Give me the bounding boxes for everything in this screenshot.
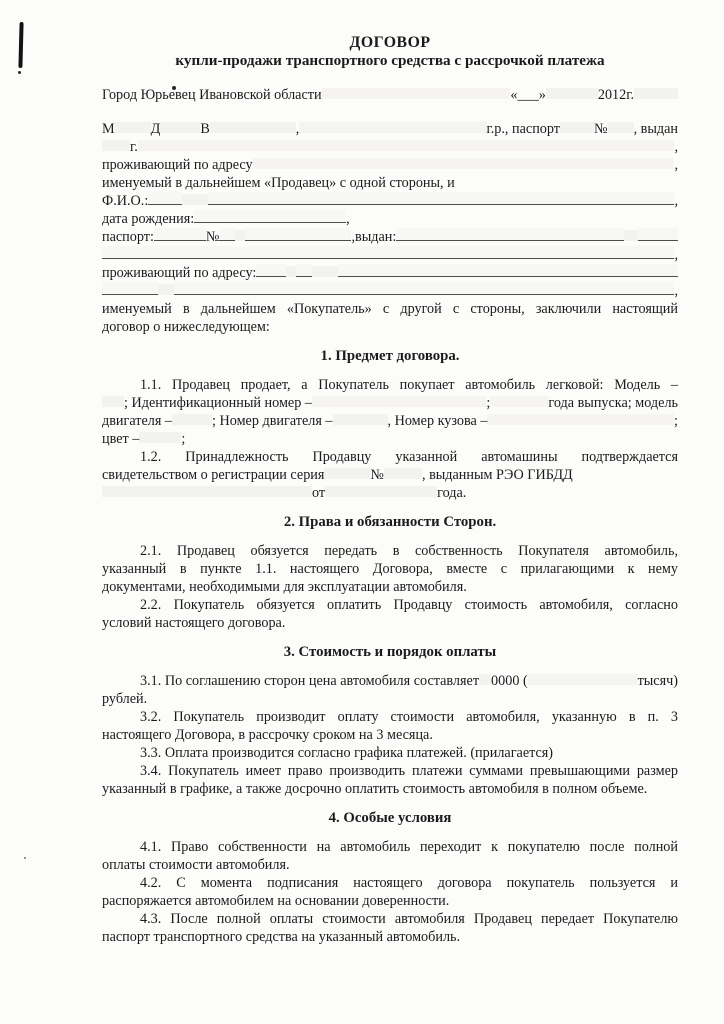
clause-2-2: 2.2. Покупатель обязуется оплатить Продавцу стоимость автомобиля, согласно (140, 597, 678, 613)
text-run: ; (486, 395, 491, 411)
blank-space (608, 122, 634, 133)
text-run: , (674, 139, 678, 155)
text-run: № (370, 467, 384, 483)
clause-4-1: 4.1. Право собственности на автомобиль переходит к покупателю после полной (140, 839, 678, 855)
text-run: ; (674, 413, 678, 429)
blank-space (235, 230, 245, 241)
text-run: года выпуска; модель (548, 395, 678, 411)
blank-space (299, 122, 486, 133)
clause-3-2: 3.2. Покупатель производит оплату стоимости автомобиля, указанную в п. 3 (140, 709, 678, 725)
doc-line (102, 394, 678, 412)
blank-space (479, 674, 491, 685)
doc-line (102, 466, 678, 484)
text-run: Д (150, 121, 161, 137)
text-run: № (205, 229, 220, 245)
seller-role-line: именуемый в дальнейшем «Продавец» с одной стороны, и (102, 175, 455, 191)
blank-fill-line (102, 282, 678, 300)
blank-space (528, 674, 638, 685)
doc-line: оплаты стоимости автомобиля. (102, 857, 290, 873)
text-run: свидетельством о регистрации серия (102, 467, 325, 483)
blank-space (286, 266, 296, 277)
section-1-heading: 1. Предмет договора. (320, 348, 460, 364)
clause-3-4: 3.4. Покупатель имеет право производить платежи суммами превышающими размер (140, 763, 678, 779)
blank-space (210, 122, 296, 133)
doc-line (102, 430, 678, 448)
text-run: года. (437, 485, 467, 501)
clause-3-1 (102, 672, 678, 690)
seller-address-line (102, 156, 678, 174)
blank-space (546, 88, 598, 99)
city-date-line (102, 86, 678, 104)
blank-space (253, 158, 675, 169)
text-run: от (312, 485, 326, 501)
text-run: , выданным РЭО ГИБДД (421, 467, 573, 483)
blank-space (312, 396, 486, 407)
fill-in-underline (256, 264, 286, 277)
fill-in-underline (338, 264, 678, 277)
clause-3-3: 3.3. Оплата производится согласно графика платежей. (прилагается) (140, 745, 554, 761)
buyer-role-line: именуемый в дальнейшем «Покупатель» с другой с стороны, заключили настоящий (102, 301, 678, 317)
buyer-passport-line (102, 228, 678, 246)
clause-1-2: 1.2. Принадлежность Продавцу указанной автомашины подтверждается (140, 449, 678, 465)
blank-space (325, 486, 437, 497)
text-run: 3.1. По соглашению сторон цена автомобиля составляет (140, 673, 480, 689)
doc-line: указанный в графике, а также досрочно оплатить стоимость автомобиля в полном объеме. (102, 781, 648, 797)
blank-space (138, 140, 675, 151)
fill-in-underline (102, 246, 674, 259)
blank-fill-line (102, 246, 678, 264)
blank-space (139, 432, 181, 443)
fill-in-underline (194, 210, 346, 223)
doc-line: условий настоящего договора. (102, 615, 286, 631)
text-run: , (295, 121, 300, 137)
text-run: дата рождения: (102, 211, 195, 227)
text-run: проживающий по адресу: (102, 265, 257, 281)
doc-title: ДОГОВОР (349, 34, 431, 51)
blank-space (102, 396, 124, 407)
fill-in-underline (638, 228, 678, 241)
text-run: , (674, 193, 678, 209)
doc-line: договор о нижеследующем: (102, 319, 270, 335)
text-run: В (200, 121, 210, 137)
section-4-heading: 4. Особые условия (328, 810, 452, 826)
blank-space (172, 414, 212, 425)
fill-in-underline (174, 282, 674, 295)
doc-line (102, 412, 678, 430)
clause-2-1: 2.1. Продавец обязуется передать в собственность Покупателя автомобиль, (140, 543, 678, 559)
text-run: г. (130, 139, 138, 155)
text-run: «___» (510, 87, 546, 103)
text-run: , выдан (633, 121, 678, 137)
buyer-address-line (102, 264, 678, 282)
contract-body (0, 34, 724, 946)
blank-space (182, 194, 208, 205)
text-run: двигателя – (102, 413, 173, 429)
text-run: , (674, 283, 678, 299)
blank-space (160, 122, 200, 133)
blank-space (634, 88, 678, 99)
clause-4-3: 4.3. После полной оплаты стоимости автомобиля Продавец передает Покупателю (140, 911, 678, 927)
text-run: № (594, 121, 608, 137)
blank-space (384, 468, 422, 479)
doc-line: рублей. (102, 691, 148, 707)
buyer-fio-line (102, 192, 678, 210)
blank-space (560, 122, 594, 133)
text-run: г.р., паспорт (486, 121, 561, 137)
fill-in-underline (148, 192, 182, 205)
blank-space (624, 230, 638, 241)
text-run: паспорт: (102, 229, 154, 245)
text-run: ; Номер двигателя – (212, 413, 333, 429)
blank-space (324, 468, 370, 479)
doc-subtitle: купли-продажи транспортного средства с рассрочкой платежа (175, 52, 605, 69)
section-3-heading: 3. Стоимость и порядок оплаты (283, 644, 497, 660)
text-run: цвет – (102, 431, 140, 447)
blank-space (333, 414, 388, 425)
issue-year-line (102, 138, 678, 156)
doc-line: паспорт транспортного средства на указанный автомобиль. (102, 929, 461, 945)
text-run: М (102, 121, 115, 137)
text-run: , (674, 247, 678, 263)
clause-4-2: 4.2. С момента подписания настоящего договора покупатель пользуется и (140, 875, 678, 891)
text-run: ,выдан: (351, 229, 397, 245)
text-run: проживающий по адресу (102, 157, 253, 173)
text-run: , (674, 157, 678, 173)
fill-in-underline (396, 228, 624, 241)
blank-space (322, 88, 511, 99)
fill-in-underline (154, 228, 206, 241)
buyer-birthdate-line (102, 210, 678, 228)
text-run: , Номер кузова – (387, 413, 488, 429)
doc-line: настоящего Договора, в рассрочку сроком на 3 месяца. (102, 727, 433, 743)
fill-in-underline (245, 228, 351, 241)
text-run: ; Идентификационный номер – (124, 395, 312, 411)
text-run: 2012г. (597, 87, 634, 103)
text-run: Город Юрьевец Ивановской области (102, 87, 322, 103)
blank-space (490, 396, 548, 407)
doc-line: распоряжается автомобилем на основании доверенности. (102, 893, 450, 909)
section-2-heading: 2. Права и обязанности Сторон. (283, 514, 497, 530)
text-run: 0000 ( (491, 673, 528, 689)
text-run: , (346, 211, 350, 227)
blank-space (102, 486, 312, 497)
blank-space (312, 266, 338, 277)
text-run: Ф.И.О.: (102, 193, 149, 209)
text-run: ; (181, 431, 186, 447)
doc-line: документами, необходимыми для эксплуатации автомобиля. (102, 579, 467, 595)
doc-line: указанный в пункте 1.1. настоящего Договора, вместе с прилагающими к нему (102, 561, 678, 577)
blank-space (102, 140, 130, 151)
blank-space (158, 284, 174, 295)
blank-space (115, 122, 151, 133)
fill-in-underline (296, 264, 312, 277)
doc-line (102, 484, 678, 502)
fill-in-underline (102, 282, 158, 295)
seller-name-line (102, 120, 678, 138)
clause-1-1: 1.1. Продавец продает, а Покупатель покупает автомобиль легковой: Модель – (140, 377, 678, 393)
blank-space (487, 414, 674, 425)
text-run: тысяч) (637, 673, 678, 689)
fill-in-underline (219, 228, 235, 241)
fill-in-underline (208, 192, 674, 205)
